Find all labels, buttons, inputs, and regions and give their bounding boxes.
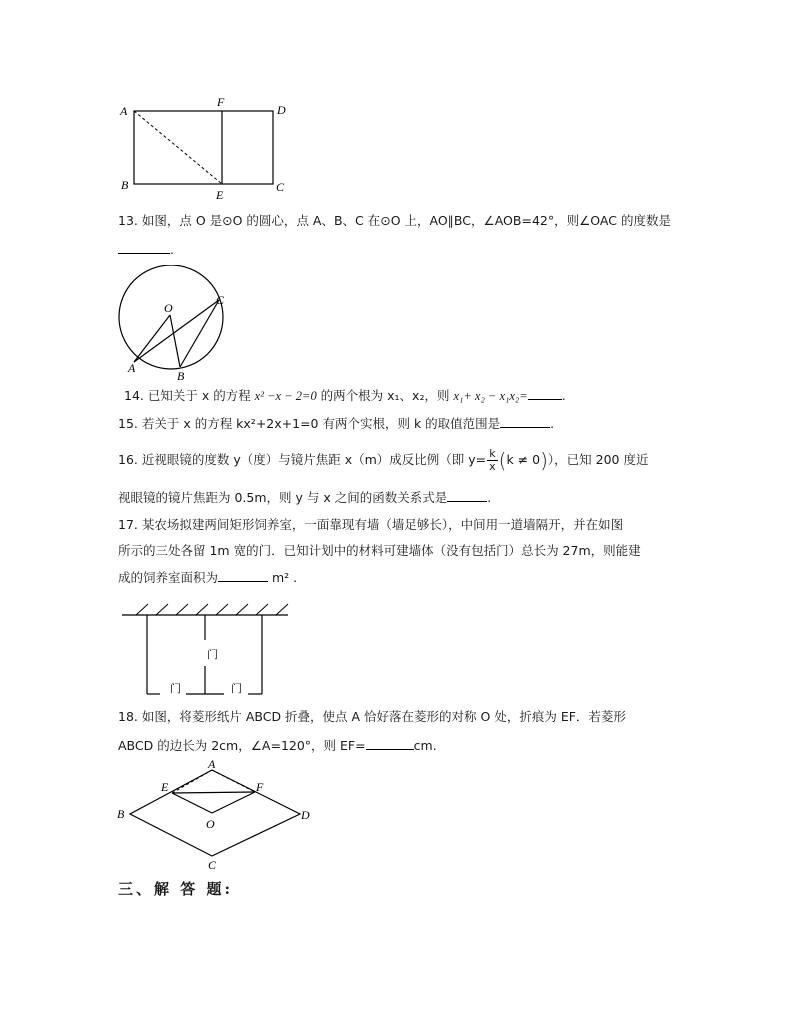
label-C: C xyxy=(216,293,225,307)
question-16-line2 xyxy=(118,488,491,507)
label-C: C xyxy=(276,180,285,194)
enclosure-figure xyxy=(118,600,293,700)
label-D: D xyxy=(277,103,286,117)
label-O: O xyxy=(206,817,215,831)
question-13-answer xyxy=(118,240,174,259)
label-A: A xyxy=(128,361,136,375)
label-A: A xyxy=(120,104,128,118)
label-O: O xyxy=(164,301,173,315)
q14-expression: x₁+ x₂ − x₁x₂= xyxy=(453,389,528,403)
q14-equation: x² −x − 2=0 xyxy=(254,389,317,403)
q18-unit: cm. xyxy=(413,738,437,753)
question-18-line1 xyxy=(118,708,626,726)
q14-blank xyxy=(528,386,562,400)
q18-line1: 18. 如图，将菱形纸片 ABCD 折叠，使点 A 恰好落在菱形的对称 O 处，折痕为 EF．若菱形 xyxy=(118,709,626,724)
q13-blank xyxy=(118,240,170,254)
question-16-line1: 16. 近视眼镜的度数 y（度）与镜片焦距 x（m）成反比例（即 y= $\frac{k}{x}$ (k ≠ 0)），已知 200 度近 xyxy=(118,447,649,473)
q13-end: . xyxy=(170,242,174,257)
label-C: C xyxy=(208,858,217,872)
door-label-left: 门 xyxy=(170,682,181,695)
q16-line2: 视眼镜的镜片焦距为 0.5m，则 y 与 x 之间的函数关系式是 xyxy=(118,490,448,505)
label-D: D xyxy=(301,808,310,822)
label-B: B xyxy=(177,369,185,383)
label-F: F xyxy=(256,780,264,794)
question-13 xyxy=(118,212,671,230)
question-17-line1 xyxy=(118,516,623,534)
q17-line3-prefix: 成的饲养室面积为 xyxy=(118,570,219,585)
label-B: B xyxy=(117,807,125,821)
q18-line2-prefix: ABCD 的边长为 2cm，∠A=120°，则 EF= xyxy=(118,738,366,753)
question-17-line3 xyxy=(118,568,297,587)
fraction-numerator: k xyxy=(487,448,498,461)
q17-blank xyxy=(218,568,268,582)
q18-blank xyxy=(366,736,414,750)
q15-text: 15. 若关于 x 的方程 kx²+2x+1=0 有两个实根，则 k 的取值范围是 xyxy=(118,416,501,431)
q17-line1: 17. 某农场拟建两间矩形饲养室，一面靠现有墙（墙足够长），中间用一道墙隔开，并在如图 xyxy=(118,517,624,532)
q17-line2: 所示的三处各留 1m 宽的门．已知计划中的材料可建墙体（没有包括门）总长为 27m，则能建 xyxy=(118,543,641,558)
q16-end: . xyxy=(487,490,492,505)
q15-end: . xyxy=(550,416,555,431)
q16-blank xyxy=(447,488,487,502)
q14-prefix: 14. 已知关于 x 的方程 xyxy=(124,388,255,403)
fraction-denominator: x xyxy=(489,460,496,473)
question-14 xyxy=(124,386,566,405)
q16-fraction xyxy=(487,448,498,473)
question-18-line2 xyxy=(118,736,437,755)
label-B: B xyxy=(121,178,129,192)
section-heading: 三、解 答 题: xyxy=(118,880,233,898)
question-15 xyxy=(118,414,554,433)
q16-condition: k ≠ 0 xyxy=(506,452,541,467)
q16-suffix: ），已知 200 度近 xyxy=(547,452,649,467)
q17-unit: m² . xyxy=(268,570,298,585)
circle-figure xyxy=(114,265,234,385)
rhombus-figure xyxy=(114,758,320,874)
label-E: E xyxy=(161,780,169,794)
q13-text: 13. 如图，点 O 是⊙O 的圆心，点 A、B、C 在⊙O 上，AO∥BC，∠AOB=42°，则∠OAC 的度数是 xyxy=(118,213,671,228)
q14-end: . xyxy=(561,388,566,403)
rectangle-figure xyxy=(118,96,298,206)
door-label-middle: 门 xyxy=(207,648,218,661)
label-A: A xyxy=(208,758,216,771)
q15-blank xyxy=(500,414,550,428)
door-label-right: 门 xyxy=(231,682,242,695)
question-17-line2 xyxy=(118,542,641,560)
q16-prefix: 16. 近视眼镜的度数 y（度）与镜片焦距 x（m）成反比例（即 y= xyxy=(118,452,487,467)
q14-middle: 的两个根为 x₁、x₂，则 xyxy=(316,388,454,403)
label-E: E xyxy=(216,188,224,202)
label-F: F xyxy=(217,96,225,109)
